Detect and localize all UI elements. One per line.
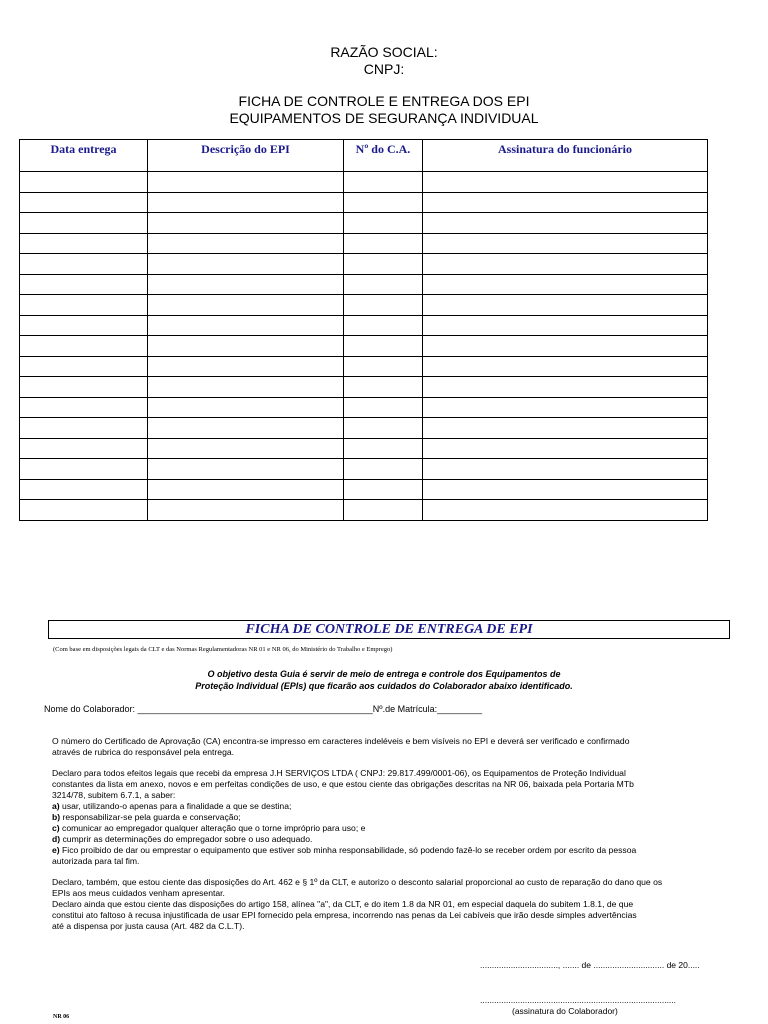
- table-row: [20, 459, 708, 480]
- numero-ca-cell[interactable]: [344, 397, 423, 418]
- assinatura-cell[interactable]: [423, 233, 708, 254]
- numero-ca-cell[interactable]: [344, 356, 423, 377]
- data-entrega-cell[interactable]: [20, 192, 148, 213]
- assinatura-cell[interactable]: [423, 397, 708, 418]
- numero-ca-cell[interactable]: [344, 459, 423, 480]
- column-header-data-entrega: Data entrega: [20, 140, 148, 172]
- table-row: [20, 377, 708, 398]
- receipt-paragraph: [52, 768, 760, 867]
- legal-note: (Com base em disposições legais da CLT e das Normas Regulamentadoras NR 01 e NR 06, do Ministério do Trabalho e Emprego): [53, 646, 393, 653]
- obligation-item: e) Fico proibido de dar ou emprestar o equipamento que estiver sob minha responsabilidade, só podendo fazê-lo se receber ordem por escrito da pessoa: [52, 845, 637, 855]
- assinatura-cell[interactable]: [423, 418, 708, 439]
- assinatura-cell[interactable]: [423, 336, 708, 357]
- assinatura-cell[interactable]: [423, 377, 708, 398]
- text-line: autorizada para tal fim.: [52, 856, 140, 866]
- data-entrega-cell[interactable]: [20, 274, 148, 295]
- assinatura-cell[interactable]: [423, 295, 708, 316]
- assinatura-cell[interactable]: [423, 356, 708, 377]
- assinatura-cell[interactable]: [423, 192, 708, 213]
- descricao-epi-cell[interactable]: [148, 500, 344, 521]
- numero-ca-cell[interactable]: [344, 438, 423, 459]
- table-row: [20, 500, 708, 521]
- objective-text: [0, 668, 768, 692]
- text-line: Declaro ainda que estou ciente das disposições do artigo 158, alínea "a", da CLT, e do item 1.8 da NR 01, em especial daquela do subitem 1.8.1, de que: [52, 899, 634, 909]
- numero-ca-cell[interactable]: [344, 479, 423, 500]
- descricao-epi-cell[interactable]: [148, 479, 344, 500]
- collaborator-name-field[interactable]: Nome do Colaborador: _______________________________________________Nº.de Matrícula:_________: [44, 704, 483, 714]
- descricao-epi-cell[interactable]: [148, 397, 344, 418]
- descricao-epi-cell[interactable]: [148, 192, 344, 213]
- table-row: [20, 295, 708, 316]
- data-entrega-cell[interactable]: [20, 459, 148, 480]
- assinatura-cell[interactable]: [423, 213, 708, 234]
- table-row: [20, 213, 708, 234]
- declaration-body: [52, 736, 760, 942]
- descricao-epi-cell[interactable]: [148, 315, 344, 336]
- table-row: [20, 233, 708, 254]
- descricao-epi-cell[interactable]: [148, 459, 344, 480]
- epi-delivery-table: [19, 139, 708, 521]
- descricao-epi-cell[interactable]: [148, 336, 344, 357]
- footer-code: NR 06: [53, 1014, 70, 1020]
- text-line: EPIs aos meus cuidados venham apresentar.: [52, 888, 225, 898]
- descricao-epi-cell[interactable]: [148, 418, 344, 439]
- assinatura-cell[interactable]: [423, 479, 708, 500]
- obligation-item: b) responsabilizar-se pela guarda e conservação;: [52, 812, 241, 822]
- data-entrega-cell[interactable]: [20, 418, 148, 439]
- descricao-epi-cell[interactable]: [148, 438, 344, 459]
- data-entrega-cell[interactable]: [20, 438, 148, 459]
- numero-ca-cell[interactable]: [344, 336, 423, 357]
- clt-paragraph: [52, 877, 760, 932]
- numero-ca-cell[interactable]: [344, 418, 423, 439]
- ca-paragraph: [52, 736, 760, 758]
- page-title-line2: EQUIPAMENTOS DE SEGURANÇA INDIVIDUAL: [229, 110, 539, 126]
- assinatura-cell[interactable]: [423, 500, 708, 521]
- data-entrega-cell[interactable]: [20, 172, 148, 193]
- assinatura-cell[interactable]: [423, 254, 708, 275]
- text-line: Declaro para todos efeitos legais que recebi da empresa J.H SERVIÇOS LTDA ( CNPJ: 29.817.499/0001-06), os Equipamentos de Proteção Individual: [52, 768, 626, 778]
- page-title-line1: FICHA DE CONTROLE E ENTREGA DOS EPI: [238, 93, 530, 109]
- data-entrega-cell[interactable]: [20, 336, 148, 357]
- data-entrega-cell[interactable]: [20, 377, 148, 398]
- signature-line[interactable]: ...................................................................................: [480, 995, 677, 1005]
- text-line: constitui ato faltoso à recusa injustificada de usar EPI fornecido pela empresa, incorrendo nas penas da Lei cabíveis que irão desde simples advertências: [52, 910, 637, 920]
- table-row: [20, 397, 708, 418]
- data-entrega-cell[interactable]: [20, 213, 148, 234]
- table-header-row: [20, 140, 708, 172]
- numero-ca-cell[interactable]: [344, 233, 423, 254]
- text-line: através de rubrica do responsável pela entrega.: [52, 747, 235, 757]
- descricao-epi-cell[interactable]: [148, 356, 344, 377]
- descricao-epi-cell[interactable]: [148, 295, 344, 316]
- data-entrega-cell[interactable]: [20, 500, 148, 521]
- descricao-epi-cell[interactable]: [148, 377, 344, 398]
- numero-ca-cell[interactable]: [344, 254, 423, 275]
- text-line: 3214/78, subitem 6.7.1, a saber:: [52, 790, 176, 800]
- numero-ca-cell[interactable]: [344, 274, 423, 295]
- table-row: [20, 438, 708, 459]
- data-entrega-cell[interactable]: [20, 397, 148, 418]
- obligation-item: d) cumprir as determinações do empregador sobre o uso adequado.: [52, 834, 313, 844]
- obligation-item: a) usar, utilizando-o apenas para a finalidade a que se destina;: [52, 801, 292, 811]
- table-row: [20, 172, 708, 193]
- data-entrega-cell[interactable]: [20, 315, 148, 336]
- descricao-epi-cell[interactable]: [148, 233, 344, 254]
- assinatura-cell[interactable]: [423, 315, 708, 336]
- numero-ca-cell[interactable]: [344, 377, 423, 398]
- table-row: [20, 315, 708, 336]
- column-header-descricao-epi: Descrição do EPI: [148, 140, 344, 172]
- numero-ca-cell[interactable]: [344, 500, 423, 521]
- numero-ca-cell[interactable]: [344, 315, 423, 336]
- table-row: [20, 356, 708, 377]
- table-row: [20, 479, 708, 500]
- table-row: [20, 336, 708, 357]
- data-entrega-cell[interactable]: [20, 254, 148, 275]
- table-row: [20, 192, 708, 213]
- obligation-item: c) comunicar ao empregador qualquer alteração que o torne impróprio para uso; e: [52, 823, 366, 833]
- assinatura-cell[interactable]: [423, 438, 708, 459]
- date-field[interactable]: ................................., ....... de .............................. de 20.....: [480, 960, 700, 970]
- table-row: [20, 274, 708, 295]
- assinatura-cell[interactable]: [423, 459, 708, 480]
- text-line: Declaro, também, que estou ciente das disposições do Art. 462 e § 1º da CLT, e autorizo o desconto salarial proporcional ao custo de reparação do dano que os: [52, 877, 663, 887]
- descricao-epi-cell[interactable]: [148, 172, 344, 193]
- table-row: [20, 254, 708, 275]
- descricao-epi-cell[interactable]: [148, 213, 344, 234]
- signature-label: (assinatura do Colaborador): [512, 1006, 618, 1016]
- cnpj-label: CNPJ:: [363, 61, 405, 77]
- descricao-epi-cell[interactable]: [148, 254, 344, 275]
- data-entrega-cell[interactable]: [20, 479, 148, 500]
- numero-ca-cell[interactable]: [344, 295, 423, 316]
- descricao-epi-cell[interactable]: [148, 274, 344, 295]
- data-entrega-cell[interactable]: [20, 356, 148, 377]
- objective-line-1: O objetivo desta Guia é servir de meio de entrega e controle dos Equipamentos de: [207, 669, 561, 679]
- column-header-numero-ca: Nº do C.A.: [344, 140, 423, 172]
- column-header-assinatura: Assinatura do funcionário: [423, 140, 708, 172]
- data-entrega-cell[interactable]: [20, 295, 148, 316]
- objective-line-2: Proteção Individual (EPIs) que ficarão aos cuidados do Colaborador abaixo identificado.: [195, 681, 573, 691]
- text-line: até a dispensa por justa causa (Art. 482 da C.L.T).: [52, 921, 245, 931]
- numero-ca-cell[interactable]: [344, 192, 423, 213]
- text-line: O número do Certificado de Aprovação (CA) encontra-se impresso em caracteres indeléveis e bem visíveis no EPI e deverá ser verificado e confirmado: [52, 736, 630, 746]
- data-entrega-cell[interactable]: [20, 233, 148, 254]
- numero-ca-cell[interactable]: [344, 213, 423, 234]
- assinatura-cell[interactable]: [423, 172, 708, 193]
- numero-ca-cell[interactable]: [344, 172, 423, 193]
- razao-social-label: RAZÃO SOCIAL:: [330, 44, 438, 60]
- assinatura-cell[interactable]: [423, 274, 708, 295]
- text-line: constantes da lista em anexo, novos e em perfeitas condições de uso, e que estou ciente das obrigações descritas na NR 06, baixada pela Portaria MTb: [52, 779, 634, 789]
- table-row: [20, 418, 708, 439]
- form-box-title: FICHA DE CONTROLE DE ENTREGA DE EPI: [48, 620, 730, 639]
